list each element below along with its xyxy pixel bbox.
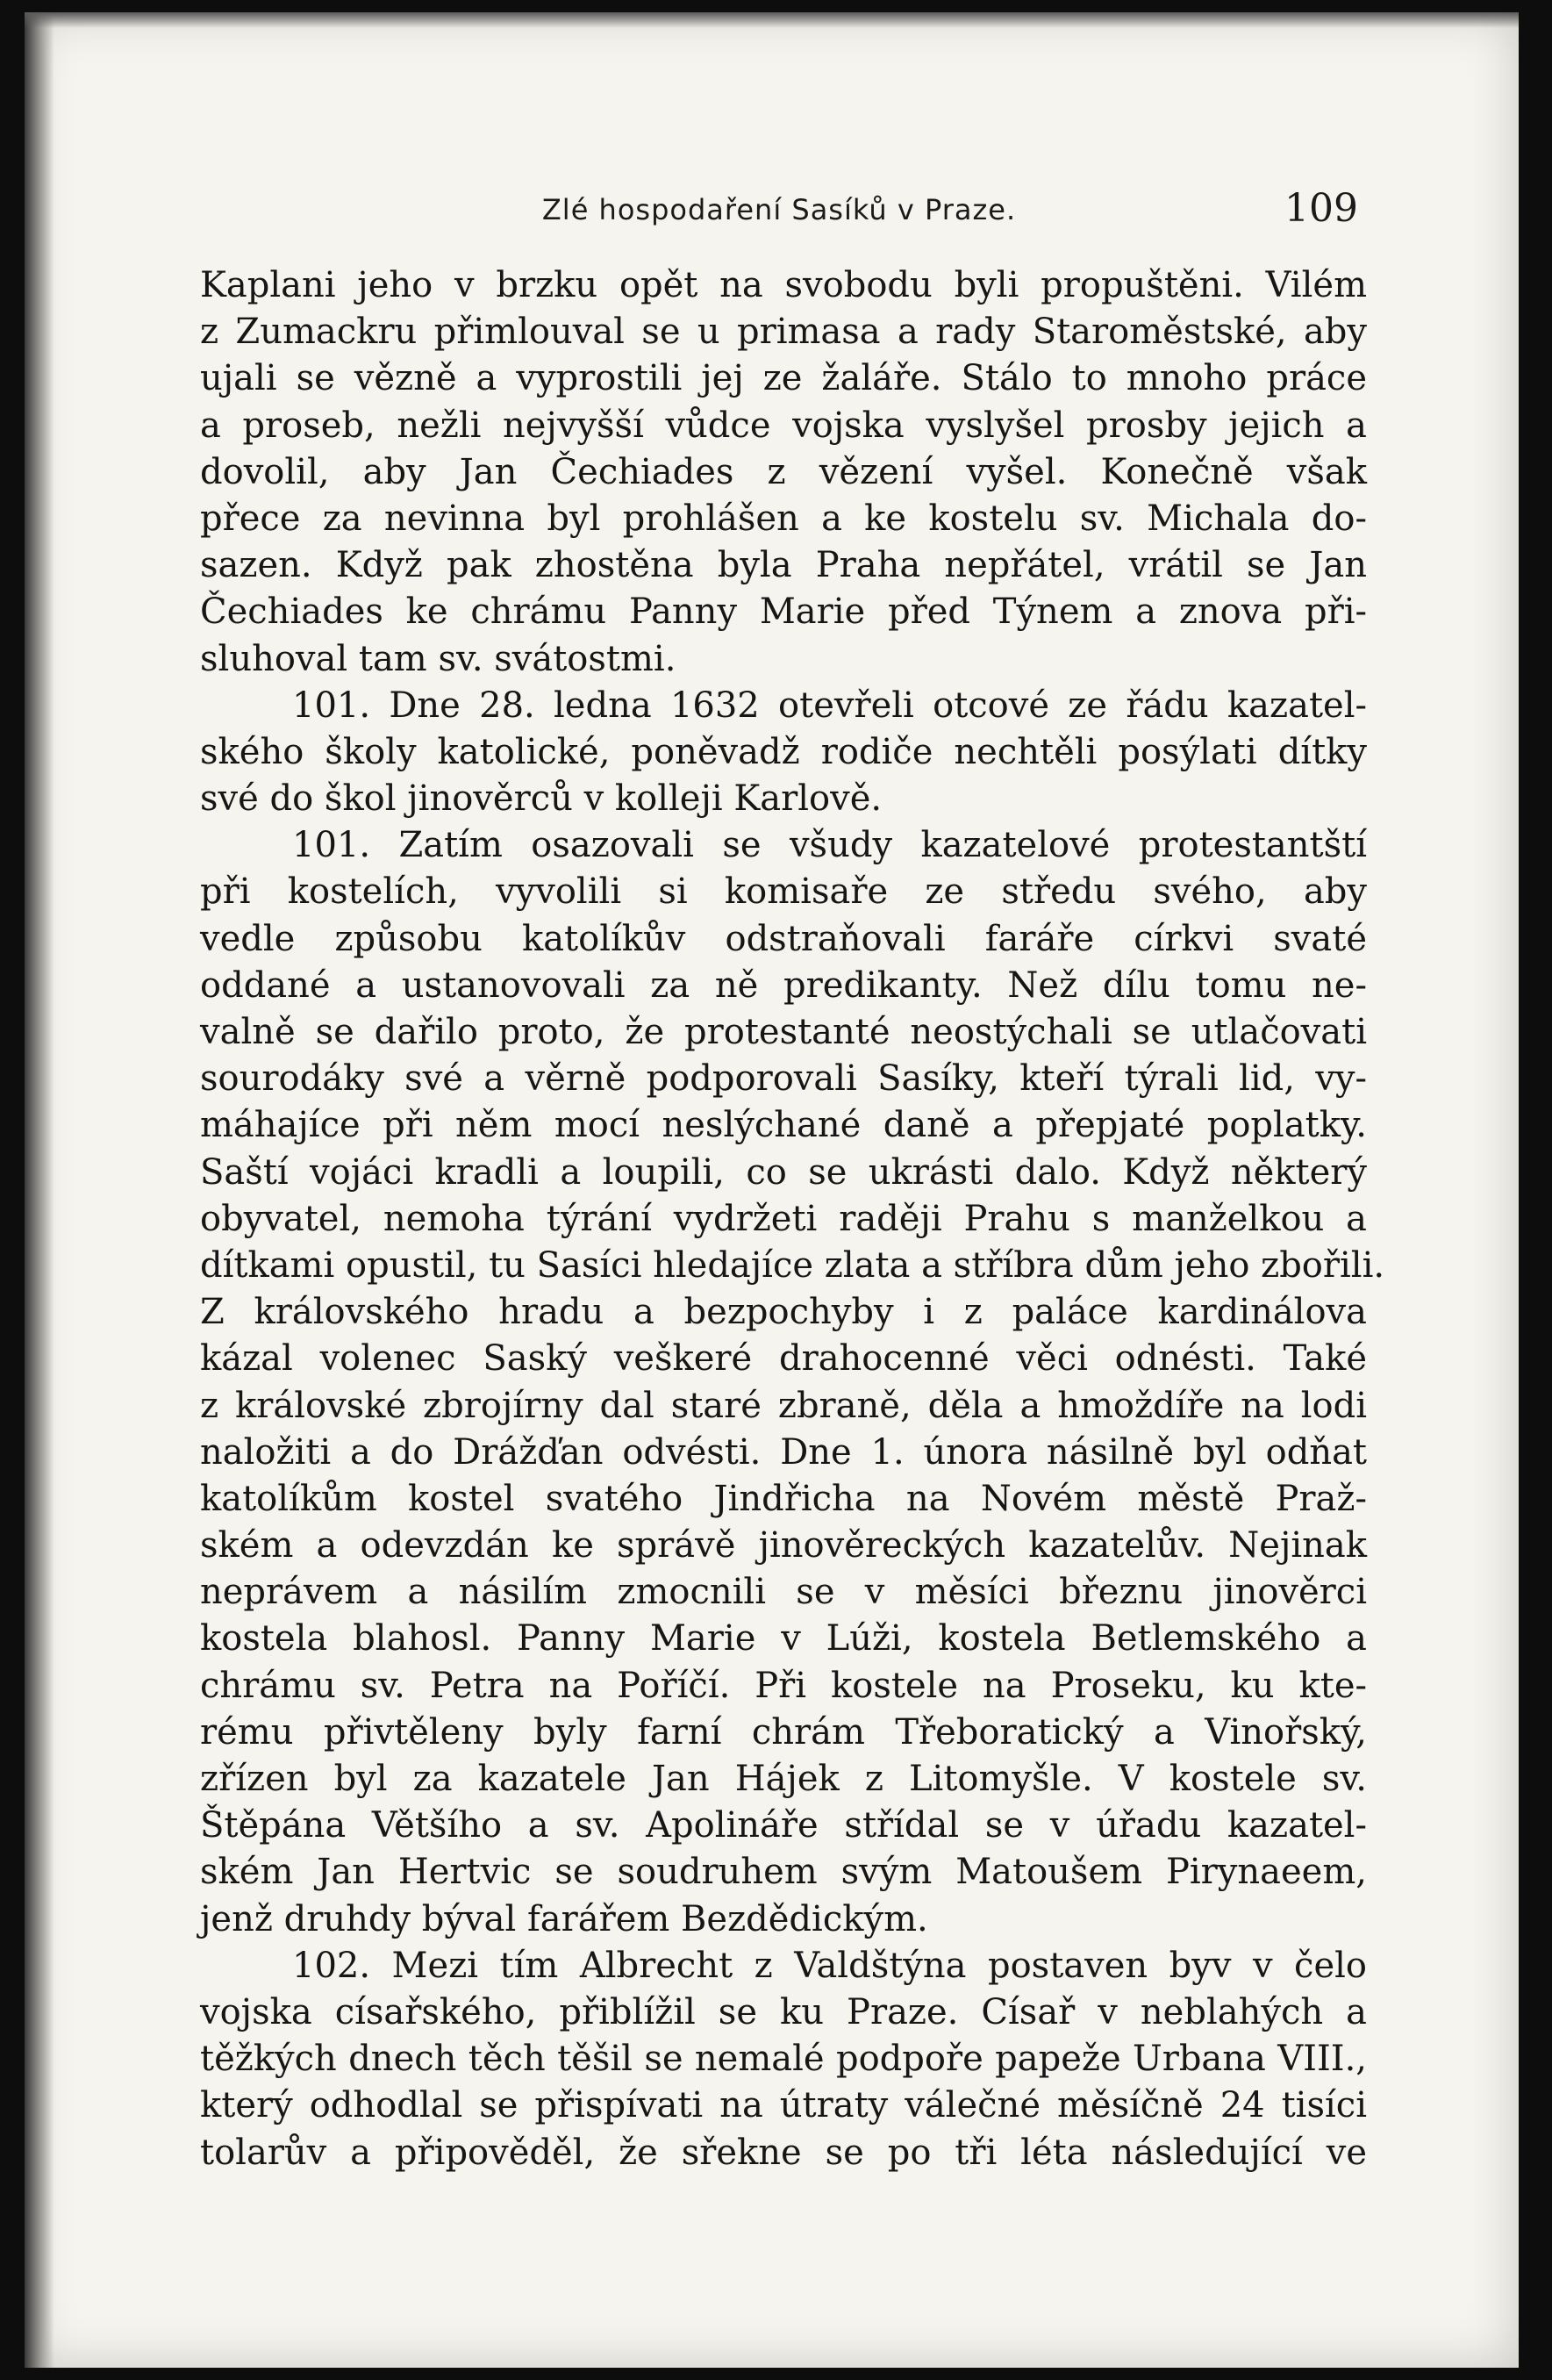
text-line: ském a odevzdán ke správě jinověreckých kazatelův. Nejinak bbox=[200, 1525, 1367, 1566]
text-line: přece za nevinna byl prohlášen a ke kostelu sv. Michala do- bbox=[200, 498, 1367, 539]
text-line: ujali se vězně a vyprostili jej ze žaláře. Stálo to mnoho práce bbox=[200, 358, 1367, 399]
text-line: ském Jan Hertvic se soudruhem svým Matoušem Pirynaeem, bbox=[200, 1852, 1367, 1893]
text-line: sazen. Když pak zhostěna byla Praha nepřátel, vrátil se Jan bbox=[200, 545, 1367, 586]
text-line: oddané a ustanovovali za ně predikanty. Než dílu tomu ne- bbox=[200, 964, 1367, 1006]
text-line: Čechiades ke chrámu Panny Marie před Týnem a znova při- bbox=[200, 591, 1367, 633]
text-line: 102. Mezi tím Albrecht z Valdštýna postaven byv v čelo bbox=[292, 1945, 1367, 1986]
running-title: Zlé hospodaření Sasíků v Praze. bbox=[541, 193, 1017, 226]
text-line: dovolil, aby Jan Čechiades z vězení vyšel. Konečně však bbox=[200, 451, 1367, 492]
text-line: tolarův a připověděl, že sřekne se po tři léta následující ve bbox=[200, 2132, 1367, 2173]
text-line: sourodáky své a věrně podporovali Sasíky, kteří týrali lid, vy- bbox=[200, 1058, 1367, 1100]
text-line: své do škol jinověrců v kolleji Karlově. bbox=[200, 778, 883, 820]
text-line: Z královského hradu a bezpochyby i z paláce kardinálova bbox=[200, 1292, 1367, 1333]
page-top-shadow bbox=[25, 12, 1519, 28]
text-line: 101. Zatím osazovali se všudy kazatelové protestantští bbox=[292, 825, 1367, 866]
text-line: z Zumackru přimlouval se u primasa a rady Staroměstské, aby bbox=[200, 312, 1367, 353]
text-line: sluhoval tam sv. svátostmi. bbox=[200, 638, 676, 679]
text-line: katolíkům kostel svatého Jindřicha na Novém městě Praž- bbox=[200, 1478, 1367, 1519]
text-line: dítkami opustil, tu Sasíci hledajíce zlata a stříbra dům jeho zbořili. bbox=[200, 1244, 1385, 1286]
text-line: chrámu sv. Petra na Poříčí. Při kostele na Proseku, ku kte- bbox=[200, 1665, 1367, 1706]
text-line: Štěpána Většího a sv. Apolináře střídal se v úřadu kazatel- bbox=[200, 1805, 1367, 1846]
page-edge-shadow bbox=[25, 12, 54, 2368]
text-line: naložiti a do Drážďan odvésti. Dne 1. února násilně byl odňat bbox=[200, 1431, 1367, 1473]
text-line: rému přivtěleny byly farní chrám Třeboratický a Vinořský, bbox=[200, 1711, 1367, 1753]
text-line: těžkých dnech těch těšil se nemalé podpoře papeže Urbana VIII., bbox=[200, 2039, 1367, 2080]
book-page bbox=[25, 12, 1519, 2368]
text-line: vedle způsobu katolíkův odstraňovali faráře církvi svaté bbox=[200, 918, 1367, 959]
text-line: jenž druhdy býval farářem Bezdědickým. bbox=[200, 1898, 928, 1939]
text-line: obyvatel, nemoha týrání vydržeti raději Prahu s manželkou a bbox=[200, 1198, 1367, 1239]
text-line: zřízen byl za kazatele Jan Hájek z Litomyšle. V kostele sv. bbox=[200, 1759, 1367, 1799]
text-line: ského školy katolické, poněvadž rodiče nechtěli posýlati dítky bbox=[200, 731, 1367, 772]
text-line: 101. Dne 28. ledna 1632 otevřeli otcové ze řádu kazatel- bbox=[292, 685, 1367, 726]
text-line: vojska císařského, přiblížil se ku Praze. Císař v neblahých a bbox=[200, 1991, 1367, 2032]
page-number: 109 bbox=[1284, 186, 1358, 231]
text-line: a proseb, nežli nejvyšší vůdce vojska vyslyšel prosby jejich a bbox=[200, 405, 1367, 446]
text-line: kostela blahosl. Panny Marie v Lúži, kostela Betlemského a bbox=[200, 1618, 1367, 1660]
page-header bbox=[200, 184, 1358, 237]
body-text bbox=[200, 262, 1385, 2176]
text-line: valně se dařilo proto, že protestanté neostýchali se utlačovati bbox=[200, 1012, 1367, 1052]
text-line: Saští vojáci kradli a loupili, co se ukrásti dalo. Když některý bbox=[200, 1151, 1367, 1193]
text-line: Kaplani jeho v brzku opět na svobodu byli propuštěni. Vilém bbox=[200, 265, 1367, 305]
text-line: při kostelích, vyvolili si komisaře ze středu svého, aby bbox=[200, 871, 1367, 913]
text-line: kázal volenec Saský veškeré drahocenné věci odnésti. Také bbox=[200, 1338, 1367, 1380]
text-line: máhajíce při něm mocí neslýchané daně a přepjaté poplatky. bbox=[200, 1105, 1367, 1146]
text-line: který odhodlal se přispívati na útraty válečné měsíčně 24 tisíci bbox=[200, 2085, 1367, 2126]
text-line: z královské zbrojírny dal staré zbraně, děla a hmoždíře na lodi bbox=[200, 1385, 1367, 1426]
text-line: neprávem a násilím zmocnili se v měsíci březnu jinověrci bbox=[200, 1572, 1367, 1613]
